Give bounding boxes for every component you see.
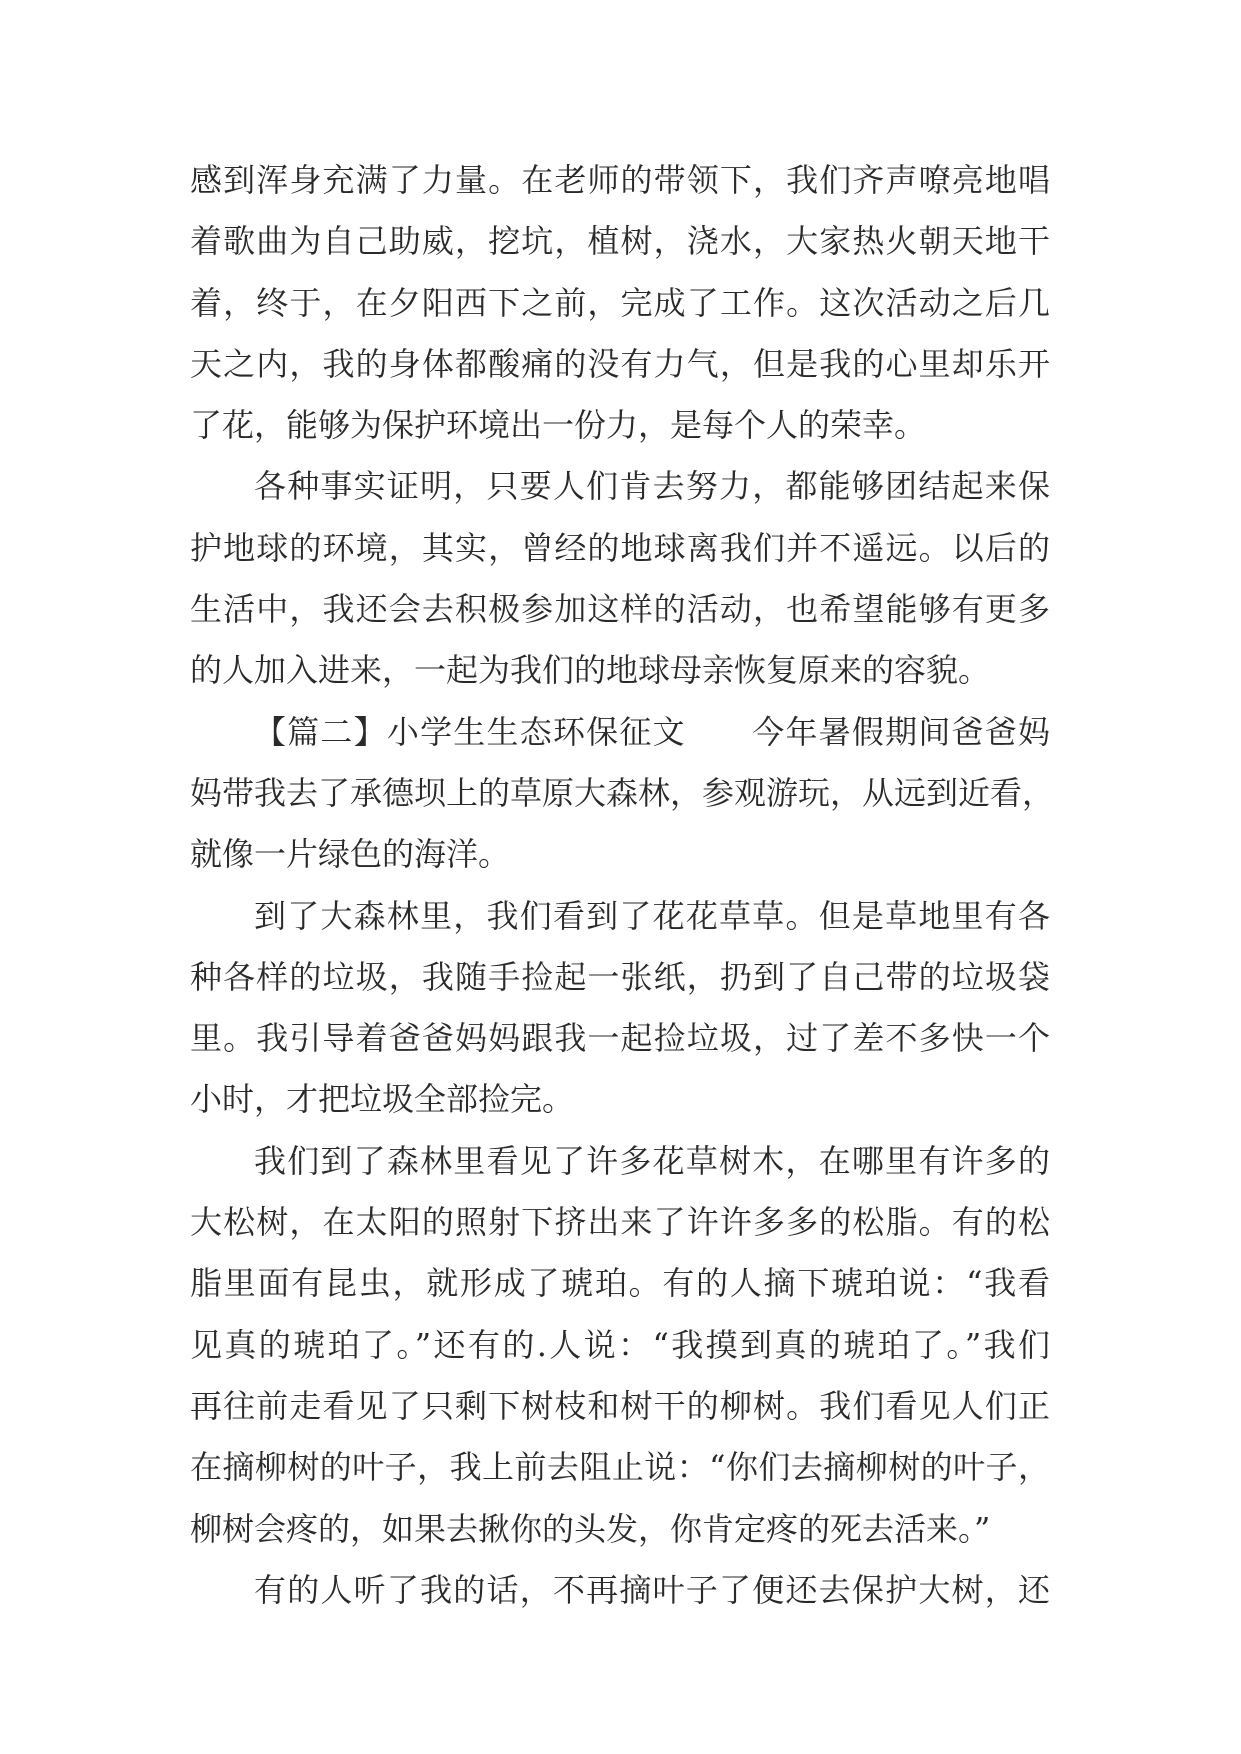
text-line: 感到浑身充满了力量。在老师的带领下，我们齐声嘹亮地唱	[190, 161, 1050, 199]
text-line: 天之内，我的身体都酸痛的没有力气，但是我的心里却乐开	[190, 344, 1050, 383]
text-line: 生活中，我还会去积极参加这样的活动，也希望能够有更多	[190, 590, 1050, 629]
text-line: 就像一片绿色的海洋。	[190, 835, 511, 874]
paragraph-first-line: 各种事实证明，只要人们肯去努力，都能够团结起来保	[254, 467, 1050, 506]
text-line: 里。我引导着爸爸妈妈跟我一起捡垃圾，过了差不多快一个	[190, 1019, 1050, 1058]
section-heading-line: 【篇二】小学生生态环保征文 今年暑假期间爸爸妈	[254, 712, 1050, 751]
text-line: 在摘柳树的叶子，我上前去阻止说：“你们去摘柳树的叶子，	[190, 1448, 1050, 1487]
text-line: 妈带我去了承德坝上的草原大森林，参观游玩，从远到近看，	[190, 773, 1055, 812]
text-line: 的人加入进来，一起为我们的地球母亲恢复原来的容貌。	[190, 651, 991, 690]
text-line: 小时，才把垃圾全部捡完。	[190, 1080, 575, 1119]
paragraph-first-line: 我们到了森林里看见了许多花草树木，在哪里有许多的	[254, 1141, 1050, 1180]
text-line: 大松树，在太阳的照射下挤出来了许许多多的松脂。有的松	[190, 1203, 1050, 1242]
text-line: 着歌曲为自己助威，挖坑，植树，浇水，大家热火朝天地干	[190, 222, 1050, 261]
body-text	[190, 150, 1055, 1621]
text-line: 了花，能够为保护环境出一份力，是每个人的荣幸。	[190, 406, 927, 445]
text-line: 柳树会疼的，如果去揪你的头发，你肯定疼的死去活来。”	[190, 1509, 991, 1548]
paragraph-first-line: 有的人听了我的话，不再摘叶子了便还去保护大树，还	[254, 1570, 1050, 1609]
text-line: 护地球的环境，其实，曾经的地球离我们并不遥远。以后的	[190, 528, 1050, 567]
paragraph-first-line: 到了大森林里，我们看到了花花草草。但是草地里有各	[254, 896, 1050, 935]
text-line: 种各样的垃圾，我随手捡起一张纸，扔到了自己带的垃圾袋	[190, 957, 1050, 996]
text-line: 脂里面有昆虫，就形成了琥珀。有的人摘下琥珀说：“我看	[190, 1264, 1050, 1303]
text-line: 见真的琥珀了。”还有的.人说：“我摸到真的琥珀了。”我们	[190, 1325, 1050, 1364]
text-line: 再往前走看见了只剩下树枝和树干的柳树。我们看见人们正	[190, 1386, 1050, 1425]
text-line: 着，终于，在夕阳西下之前，完成了工作。这次活动之后几	[190, 283, 1050, 322]
